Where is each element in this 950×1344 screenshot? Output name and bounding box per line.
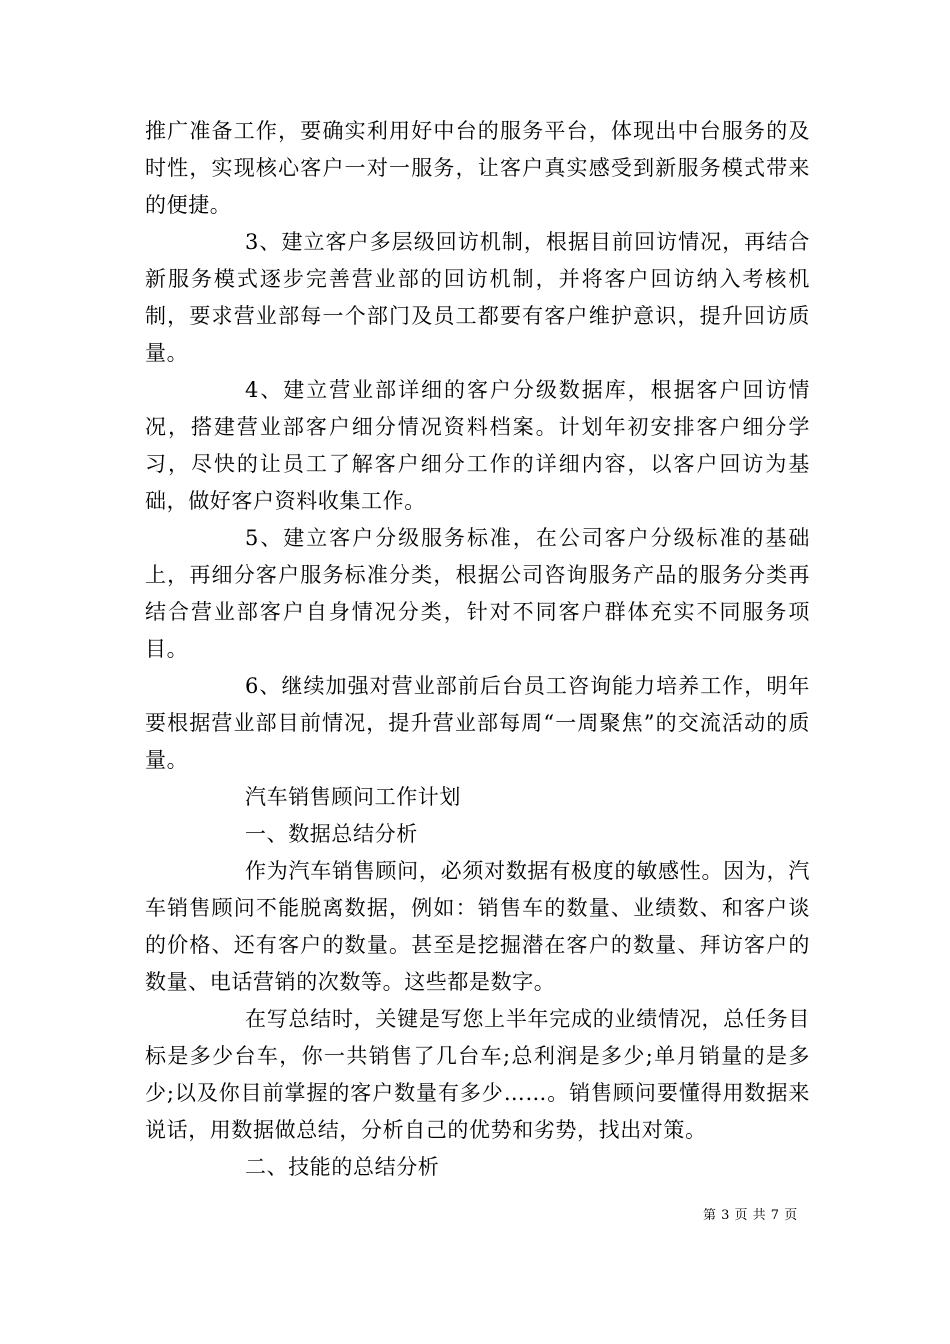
heading-skills-analysis: 二、技能的总结分析 <box>245 1155 440 1179</box>
paragraph-item-5: 5、建立客户分级服务标准，在公司客户分级标准的基础上，再细分客户服务标准分类，根据公司咨询服务产品的服务分类再结合营业部客户自身情况分类，针对不同客户群体充实不同服务项目。 <box>145 526 810 661</box>
page-number: 第 3 页 共 7 页 <box>703 1208 798 1223</box>
paragraph-data-sensitivity: 作为汽车销售顾问，必须对数据有极度的敏感性。因为，汽车销售顾问不能脱离数据，例如：销售车的数量、业绩数、和客户谈的价格、还有客户的数量。甚至是挖掘潜在客户的数量、拜访客户的数量、电话营销的次数等。这些都是数字。 <box>145 859 810 994</box>
paragraph-item-4: 4、建立营业部详细的客户分级数据库，根据客户回访情况，搭建营业部客户细分情况资料档案。计划年初安排客户细分学习，尽快的让员工了解客户细分工作的详细内容，以客户回访为基础，做好客户资料收集工作。 <box>145 378 810 513</box>
heading-data-analysis: 一、数据总结分析 <box>245 822 418 846</box>
document-body <box>145 113 810 1186</box>
paragraph-item-3: 3、建立客户多层级回访机制，根据目前回访情况，再结合新服务模式逐步完善营业部的回访机制，并将客户回访纳入考核机制，要求营业部每一个部门及员工都要有客户维护意识，提升回访质量。 <box>145 230 810 365</box>
paragraph-item-6: 6、继续加强对营业部前后台员工咨询能力培养工作，明年要根据营业部目前情况，提升营业部每周“一周聚焦”的交流活动的质量。 <box>145 674 810 772</box>
paragraph-continuation: 推广准备工作，要确实利用好中台的服务平台，体现出中台服务的及时性，实现核心客户一对一服务，让客户真实感受到新服务模式带来的便捷。 <box>145 119 810 217</box>
section-title: 汽车销售顾问工作计划 <box>245 785 461 809</box>
paragraph-summary-writing: 在写总结时，关键是写您上半年完成的业绩情况，总任务目标是多少台车，你一共销售了几台车;总利润是多少;单月销量的是多少;以及你目前掌握的客户数量有多少……。销售顾问要懂得用数据来说话，用数据做总结，分析自己的优势和劣势，找出对策。 <box>145 1007 810 1142</box>
